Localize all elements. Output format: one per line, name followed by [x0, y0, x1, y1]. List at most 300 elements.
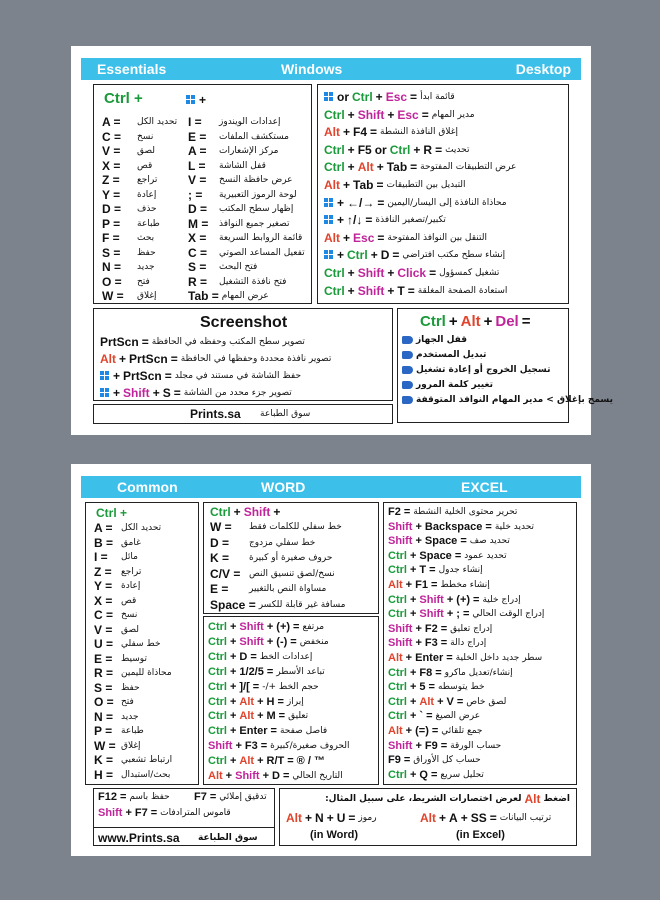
key-label: + — [405, 652, 413, 664]
key-label: Y = — [94, 579, 113, 593]
description: تصوير سطح المكتب وحفظه في الحافظة — [151, 337, 305, 347]
key-label: = — [209, 791, 217, 803]
shortcut-row — [102, 159, 152, 173]
key-label: + — [343, 125, 351, 140]
description: إعدادات الخط — [259, 651, 313, 662]
shortcut-row — [388, 754, 481, 766]
key-label: Backspace — [424, 520, 483, 533]
key-label: = — [376, 178, 384, 192]
key-label: Esc — [353, 230, 375, 245]
key-label: ; = — [188, 187, 203, 202]
key-label: D — [239, 650, 248, 663]
key-label: F12 — [98, 791, 117, 803]
description: نسخ — [121, 610, 138, 620]
key-label: Enter — [415, 652, 444, 664]
description: فتح نافذة التشغيل — [219, 276, 287, 287]
shortcut-row — [208, 636, 329, 648]
shortcut-row — [102, 188, 156, 202]
key-label: Q — [419, 768, 428, 781]
shortcut-row — [324, 160, 516, 174]
key-label: = — [421, 107, 429, 122]
description: حروف صغيرة أو كبيرة — [249, 553, 333, 563]
key-label: Ctrl — [324, 107, 345, 122]
description: جديد — [137, 262, 155, 272]
description: لصق — [137, 146, 156, 156]
key-label: + — [387, 266, 395, 280]
shortcut-row — [102, 130, 153, 144]
key-label: Shift — [208, 740, 233, 753]
description: خط سفلي للكلمات فقط — [249, 522, 342, 532]
key-label: Esc — [385, 90, 408, 104]
description: الحروف صغيرة/كبيرة — [270, 741, 350, 752]
header-essentials: Essentials — [97, 61, 167, 77]
key-label: + — [387, 107, 395, 122]
windows-logo-icon — [100, 388, 110, 398]
key-label: = — [521, 313, 531, 330]
description: تراجع — [137, 175, 158, 185]
key-label: V — [446, 695, 454, 708]
key-label: = — [392, 248, 400, 263]
shortcut-row — [188, 115, 280, 129]
key-label: + — [229, 635, 237, 648]
key-label: I = — [188, 115, 202, 129]
description: عرض حافظة النسخ — [219, 175, 293, 185]
key-label: Alt — [324, 125, 340, 140]
key-label: = — [365, 213, 373, 228]
key-label: F7 — [194, 791, 207, 803]
ctrl-alt-del-item — [402, 335, 467, 345]
shortcut-row — [94, 623, 139, 637]
key-label: + — [229, 695, 237, 708]
shortcut-row — [388, 681, 485, 693]
key-label: U — [336, 811, 346, 825]
shortcut-row — [188, 275, 286, 289]
key-label: + — [266, 635, 274, 648]
footer-brand: Prints.sa — [190, 407, 241, 421]
ctrl-alt-del-item — [402, 395, 613, 405]
key-label: ←/→ — [347, 195, 375, 210]
key-label: Shift — [239, 621, 264, 633]
key-label: + — [235, 740, 242, 753]
description: فاصل صفحة — [279, 726, 328, 737]
shortcut-row — [102, 144, 155, 158]
key-label: ; — [456, 608, 460, 621]
screenshot-box — [93, 308, 393, 401]
shortcut-row — [100, 352, 331, 366]
key-label: K = — [210, 551, 230, 565]
key-label: Ctrl — [388, 681, 407, 694]
key-label: + — [405, 725, 413, 737]
shortcut-row — [388, 594, 521, 606]
key-label: = — [278, 710, 286, 723]
shortcut-row — [324, 196, 507, 210]
key-label: + — [125, 807, 132, 819]
key-label: Tab = — [188, 289, 219, 303]
description: تعليق — [288, 711, 309, 722]
description: لوحة الرموز التعبيرية — [219, 189, 297, 200]
key-label: = — [287, 755, 294, 768]
key-label: + — [337, 248, 345, 263]
shortcut-row — [388, 623, 492, 635]
ribbon-tip-box — [279, 788, 577, 846]
key-label: F8 — [419, 666, 433, 679]
shortcut-row — [388, 667, 513, 679]
windows-logo-icon — [324, 198, 334, 208]
description: تسجيل الخروج أو إعادة تشغيل — [416, 365, 551, 375]
key-label: X = — [188, 231, 207, 245]
key-label: + — [347, 142, 355, 157]
shortcut-row — [388, 637, 486, 649]
description: تصوير نافذة محددة وحفظها في الحافظة — [180, 354, 332, 364]
key-label: = — [377, 195, 385, 210]
shortcut-row — [102, 260, 155, 274]
shortcut-row — [94, 739, 141, 753]
description: التنقل بين النوافذ المفتوحة — [387, 232, 487, 243]
key-label: F4 — [353, 125, 368, 140]
key-label: = — [164, 369, 172, 383]
description: حساب كل الأوراق — [413, 755, 481, 766]
shortcut-row — [94, 521, 161, 535]
key-label: = — [431, 725, 439, 737]
key-label: F2 — [388, 506, 401, 518]
key-label: + — [229, 621, 237, 633]
shortcut-row — [94, 666, 172, 680]
header-word: WORD — [261, 479, 306, 495]
key-label: R = — [94, 666, 114, 680]
key-label: = — [252, 680, 260, 693]
key-label: + — [113, 386, 121, 400]
key-label: = — [430, 768, 438, 781]
shortcut-row — [102, 246, 156, 260]
shortcut-row — [210, 582, 326, 596]
key-label: Ctrl — [208, 710, 227, 723]
description: جمع تلقائي — [441, 726, 483, 736]
key-label: Ctrl — [347, 248, 368, 263]
key-label: PrtScn — [100, 335, 139, 349]
pointing-hand-icon — [402, 381, 413, 389]
key-label: + — [337, 195, 345, 210]
shortcut-row — [188, 130, 289, 144]
key-label: F5 — [357, 142, 372, 157]
key-label: 1/2/5 — [239, 665, 264, 678]
description: مدير المهام — [431, 109, 475, 120]
description: مسافة غير قابلة للكسر — [258, 599, 346, 610]
description: قائمة الروابط السريعة — [219, 233, 303, 243]
windows-logo-icon — [186, 95, 196, 105]
key-label: D = — [210, 535, 230, 550]
description: تحديد عمود — [464, 550, 507, 561]
shortcut-row — [100, 369, 301, 383]
key-label: Shift — [388, 622, 413, 635]
key-label: Shift — [357, 266, 385, 280]
description: إنشاء جدول — [438, 565, 483, 576]
key-label: Ctrl — [208, 695, 227, 708]
description: منخفض — [299, 636, 329, 647]
key-label: SS — [470, 811, 487, 825]
key-label: = — [440, 739, 448, 752]
shortcut-row — [388, 710, 480, 722]
key-label: Tab — [353, 178, 374, 192]
key-label: Ctrl — [210, 505, 231, 519]
key-label: = — [119, 791, 127, 803]
description: تحليل سريع — [440, 769, 484, 780]
shortcut-row — [210, 551, 332, 565]
key-label: Ctrl — [208, 680, 227, 693]
key-label: + — [387, 283, 395, 298]
description: تغيير كلمة المرور — [416, 380, 493, 390]
key-label: = — [430, 579, 438, 591]
key-label: + — [343, 230, 351, 245]
shortcut-row — [188, 159, 266, 173]
key-label: Space — [419, 549, 452, 562]
key-label: + — [257, 695, 264, 708]
key-label: Shift — [98, 807, 123, 819]
key-label: + — [409, 695, 417, 708]
key-label: + — [409, 666, 417, 679]
description: حفظ — [121, 682, 140, 693]
key-label: A = — [94, 521, 113, 535]
key-label: T — [397, 283, 405, 298]
key-label: + — [233, 505, 241, 519]
key-label: D = — [188, 202, 208, 216]
key-label: Ctrl — [208, 635, 227, 648]
description: إظهار سطح المكتب — [219, 204, 294, 214]
key-label: = — [426, 710, 433, 723]
shortcut-row — [94, 579, 140, 593]
key-label: Alt — [324, 178, 340, 192]
key-label: = — [440, 622, 448, 635]
shortcut-row — [208, 681, 319, 693]
description: إدراج الوقت الحالي — [472, 609, 545, 620]
key-label: + — [347, 283, 355, 298]
key-label: F1 — [415, 579, 428, 591]
description: تحديد الكل — [121, 523, 162, 533]
key-label: = — [456, 695, 464, 708]
key-label: Ctrl — [208, 650, 227, 663]
shortcut-row — [188, 260, 257, 274]
description: تحديث — [445, 144, 470, 155]
key-label: PrtScn — [129, 352, 168, 366]
key-label: Shift — [388, 739, 413, 752]
shortcut-row — [388, 608, 544, 620]
key-label: Alt — [100, 352, 116, 366]
key-label: + — [439, 811, 447, 825]
key-label: = — [428, 681, 435, 694]
description: خط يتوسطه — [437, 682, 485, 693]
description: إغلاق — [121, 740, 141, 751]
description: تراجع — [121, 566, 142, 577]
key-label: = — [403, 754, 411, 767]
key-label: + — [413, 142, 421, 157]
footer-brand-ar: سوق الطباعة — [260, 409, 311, 419]
key-label: = — [293, 621, 300, 633]
key-label: Enter — [239, 725, 268, 738]
description: إدراج خلية — [482, 594, 521, 605]
shortcut-row — [94, 594, 136, 608]
key-label: Ctrl — [388, 710, 407, 723]
key-label: = — [266, 665, 274, 678]
shortcut-row — [324, 90, 455, 104]
key-label: Ctrl — [420, 313, 446, 330]
key-label: + — [229, 725, 237, 738]
key-label: + — [266, 621, 274, 633]
key-label: F7 — [134, 807, 148, 819]
common-title: Ctrl + — [96, 506, 128, 520]
description: تفعيل المساعد الصوتي — [219, 247, 305, 258]
description: قفل الجهاز — [416, 335, 467, 345]
key-label: = — [429, 266, 437, 280]
key-label: Shift — [388, 637, 413, 650]
key-label: Ctrl — [324, 142, 345, 157]
key-label: O = — [94, 695, 114, 709]
description: إنشاء سطح مكتب افتراضي — [402, 250, 506, 261]
shortcut-row — [194, 791, 267, 803]
key-label: V = — [94, 622, 113, 637]
description: تحديد خلية — [494, 521, 535, 532]
key-label: + — [409, 768, 417, 781]
key-label: ]/[ — [239, 680, 250, 693]
key-label: X = — [102, 158, 121, 173]
key-label: + — [483, 313, 493, 330]
www-brand: www.Prints.sa — [98, 831, 180, 845]
shortcut-row — [324, 108, 475, 122]
key-label: C = — [94, 608, 114, 622]
shortcut-row — [188, 188, 297, 202]
shortcut-row — [102, 115, 177, 129]
description: مرتفع — [302, 622, 325, 632]
key-label: + — [262, 770, 269, 782]
shortcut-row — [102, 289, 157, 303]
shortcut-row — [100, 386, 292, 400]
shortcut-row — [324, 266, 499, 280]
key-label: + — [415, 520, 422, 533]
key-label: L = — [188, 158, 206, 173]
ctrl-alt-del-box — [397, 308, 613, 423]
description: نسخ/لصق تنسيق النص — [249, 568, 335, 579]
shortcut-row — [100, 335, 305, 349]
description: التاريخ الحالي — [292, 771, 343, 781]
shortcut-row — [98, 791, 170, 803]
key-label: Shift — [357, 283, 385, 298]
key-label: + — [405, 579, 413, 591]
description: إغلاق — [137, 291, 157, 301]
key-label: Alt — [419, 695, 435, 708]
key-label: P = — [94, 724, 113, 738]
description: سطر جديد داخل الخلية — [455, 653, 543, 663]
key-label: = — [440, 637, 448, 650]
description: يسمح بإغلاق > مدير المهام النوافذ المتوقفة — [416, 395, 613, 405]
description: إعادة — [137, 189, 157, 200]
shortcut-row — [102, 231, 154, 245]
shortcut-row — [388, 652, 542, 664]
key-label: + — [409, 710, 417, 723]
shortcut-row — [388, 564, 483, 576]
shortcut-row — [94, 710, 139, 724]
description: توسيط — [121, 653, 147, 664]
key-label: H — [266, 695, 275, 708]
key-label: Ctrl — [352, 90, 373, 104]
description: تحديد الكل — [137, 117, 178, 127]
key-label: = — [290, 635, 297, 648]
shortcut-row — [210, 536, 315, 550]
shortcut-row — [324, 125, 458, 139]
description: حساب الورقة — [450, 740, 502, 751]
key-label: M = — [188, 216, 209, 231]
key-label: V = — [102, 144, 121, 158]
key-label: Ctrl — [208, 755, 227, 768]
ctrl-alt-del-item — [402, 350, 486, 360]
key-label: Ctrl — [388, 695, 407, 708]
key-label: + — [415, 622, 422, 635]
description: تصوير جزء محدد من الشاشة — [183, 388, 292, 398]
key-label: N — [315, 811, 324, 825]
key-label: I = — [94, 550, 108, 564]
description: حذف — [137, 204, 157, 214]
shortcut-row — [102, 217, 160, 231]
windows-shortcuts-card — [71, 46, 613, 435]
key-label: P = — [102, 216, 121, 231]
shortcut-row — [102, 173, 157, 187]
key-label: Alt — [239, 695, 255, 708]
shortcut-row — [188, 289, 269, 303]
shortcut-row — [94, 724, 144, 738]
key-label: + — [113, 369, 121, 383]
key-label: + — [446, 608, 454, 621]
key-label: K = — [94, 753, 114, 767]
key-label: (+) — [276, 621, 291, 633]
key-label: (-) — [276, 635, 288, 648]
key-label: Ctrl — [388, 593, 407, 606]
shortcut-row — [388, 725, 483, 737]
header-excel: EXCEL — [461, 479, 508, 495]
key-label: + — [415, 739, 422, 752]
key-label: = — [446, 652, 453, 664]
description: فتح — [137, 276, 150, 287]
key-label: Shift — [419, 593, 444, 606]
shortcut-row — [102, 202, 157, 216]
key-label: Alt — [388, 579, 403, 591]
key-label: + — [448, 313, 458, 330]
shortcut-row — [102, 275, 150, 289]
shortcut-row — [94, 753, 172, 767]
description: حفظ الشاشة في مستند في مجلد — [174, 371, 302, 381]
shortcut-row — [208, 755, 325, 767]
description: لصق خاص — [466, 696, 507, 707]
key-label: D — [272, 770, 280, 782]
key-label: = — [277, 695, 284, 708]
key-label: ® / ™ — [296, 755, 325, 768]
key-label: + — [437, 695, 444, 708]
shortcut-row — [94, 637, 161, 651]
shortcut-row — [208, 666, 325, 678]
key-label: F9 — [388, 754, 401, 767]
ctrl-alt-del-item — [402, 365, 550, 375]
key-label: + — [152, 386, 160, 400]
key-label: O = — [102, 274, 122, 289]
key-label: Shift — [357, 107, 385, 122]
key-label: Alt — [388, 725, 403, 737]
shortcut-row — [188, 246, 305, 260]
shortcut-row — [94, 550, 138, 564]
key-label: + — [229, 650, 237, 663]
description: إغلاق النافذة النشطة — [380, 127, 458, 138]
pointing-hand-icon — [402, 396, 413, 404]
description: تشغيل كمسؤول — [439, 268, 500, 278]
pointing-hand-icon — [402, 351, 413, 359]
shortcut-row — [388, 769, 484, 781]
key-label: C = — [102, 129, 122, 144]
key-label: F3 — [424, 637, 438, 650]
